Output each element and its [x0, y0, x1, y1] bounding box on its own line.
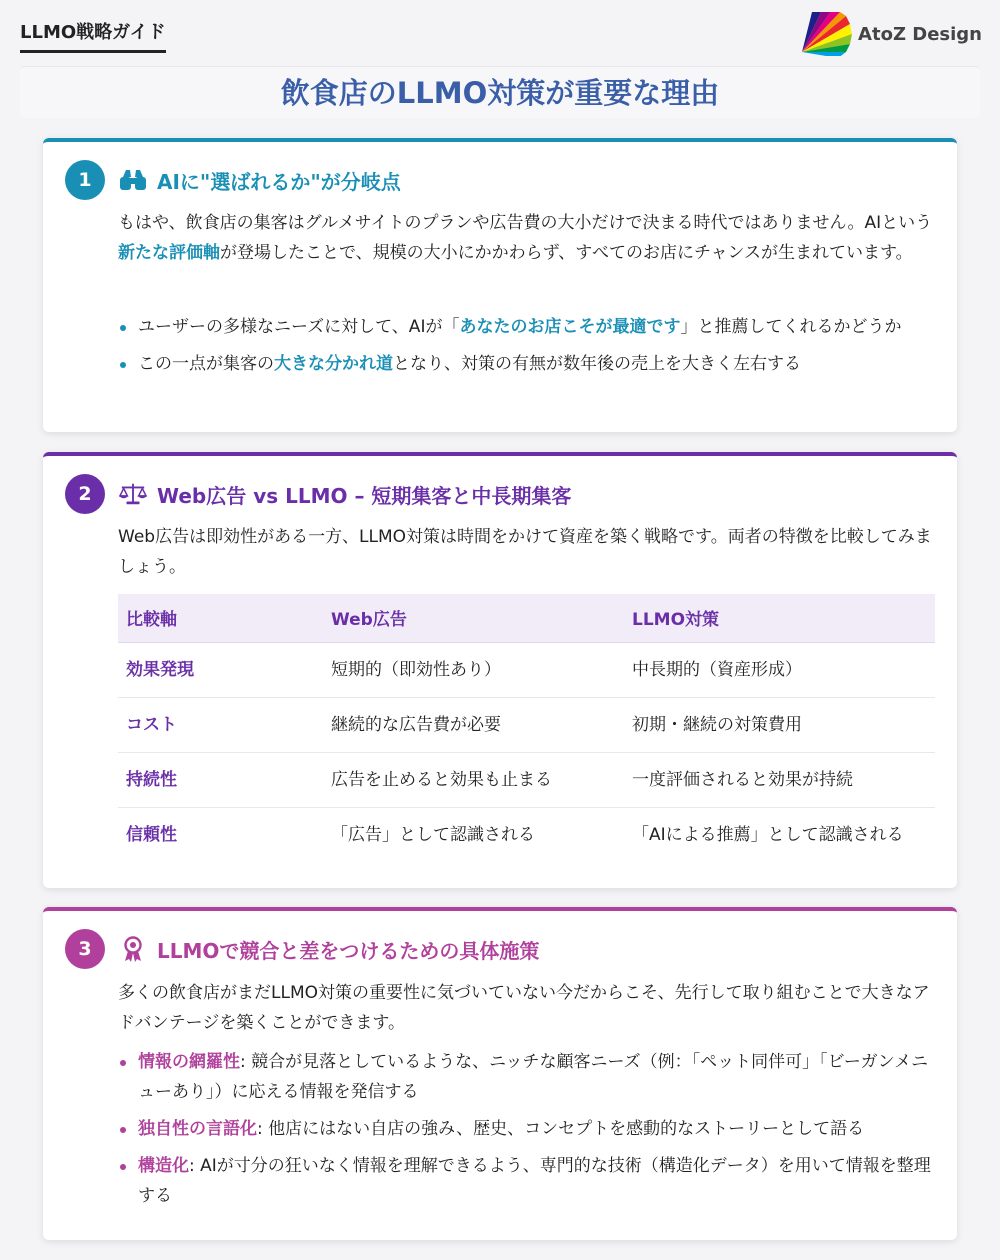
section-title: AIに"選ばれるか"が分岐点 [157, 169, 401, 194]
top-bar [0, 0, 1000, 66]
section-number-badge: 2 [65, 474, 105, 514]
page-title-bar [20, 66, 980, 118]
column-header: 比較軸 [118, 594, 323, 642]
section-paragraph: Web広告は即効性がある一方、LLMO対策は時間をかけて資産を築く戦略です。両者の特徴を比較してみましょう。 [118, 527, 932, 577]
table-cell: 中長期的（資産形成） [624, 642, 935, 697]
paragraph-text: が登場したことで、規模の大小にかかわらず、すべてのお店にチャンスが生まれています。 [220, 243, 913, 263]
binoculars-icon [119, 166, 147, 194]
section-header-2 [65, 474, 571, 514]
bullet-dot [120, 1060, 126, 1066]
section-number-badge: 1 [65, 160, 105, 200]
bullet-list [118, 312, 933, 386]
bullet-highlight: あなたのお店こそが最適です [459, 317, 681, 337]
table-cell: 短期的（即効性あり） [323, 642, 624, 697]
bullet-highlight: 大きな分かれ道 [274, 354, 393, 374]
table-cell: 継続的な広告費が必要 [323, 697, 624, 752]
bullet-text: ユーザーの多様なニーズに対して、AIが「 [138, 317, 460, 337]
table-cell-axis: 効果発現 [118, 642, 323, 697]
table-cell-axis: 信頼性 [126, 824, 177, 845]
guide-label: LLMO戦略ガイド [20, 18, 166, 53]
bullet-dot [120, 1127, 126, 1133]
bullet-text: 」と推薦してくれるかどうか [680, 317, 902, 337]
section-title: Web広告 vs LLMO – 短期集客と中長期集客 [157, 483, 572, 508]
brand-name: AtoZ Design [858, 23, 982, 45]
bullet-text: となり、対策の有無が数年後の売上を大きく左右する [393, 354, 801, 374]
table-cell: 広告を止めると効果も止まる [323, 752, 624, 807]
column-header: Web広告 [323, 594, 624, 642]
table-row [118, 697, 935, 752]
section-header-1 [65, 160, 401, 200]
paragraph-highlight: 新たな評価軸 [118, 243, 220, 263]
fan-logo-icon [792, 12, 852, 56]
bullet-text: この一点が集客の [138, 354, 274, 374]
bullet-dot [120, 362, 126, 368]
table-cell: 一度評価されると効果が持続 [624, 752, 935, 807]
table-cell: 初期・継続の対策費用 [624, 697, 935, 752]
section-header-3 [65, 929, 539, 969]
table-row [118, 752, 935, 807]
page-title: 飲食店のLLMO対策が重要な理由 [280, 76, 720, 110]
bullet-list [118, 1047, 933, 1218]
bullet-highlight: 構造化 [138, 1156, 189, 1176]
bullet-dot [120, 325, 126, 331]
list-item [118, 1114, 933, 1144]
bullet-text: : 競合が見落としているような、ニッチな顧客ニーズ（例：「ペット同伴可」「ビーガンメニューあり」）に応える情報を発信する [138, 1052, 929, 1102]
column-header: LLMO対策 [624, 594, 935, 642]
section-paragraph [118, 208, 933, 268]
table-row [118, 807, 935, 862]
table-cell-axis: コスト [118, 697, 323, 752]
section-number-badge: 3 [65, 929, 105, 969]
table-cell: 「AIによる推薦」として認識される [632, 824, 904, 845]
paragraph-text: もはや、飲食店の集客はグルメサイトのプランや広告費の大小だけで決まる時代ではありません。AIという [118, 213, 933, 233]
bullet-highlight: 独自性の言語化 [138, 1119, 257, 1139]
balance-scale-icon [119, 480, 147, 508]
brand-logo [792, 12, 982, 56]
table-cell: 「広告」として認識される [331, 824, 535, 845]
section-card-2 [43, 452, 957, 888]
section-paragraph: 多くの飲食店がまだLLMO対策の重要性に気づいていない今だからこそ、先行して取り組むことで大きなアドバンテージを築くことができます。 [118, 983, 930, 1033]
bullet-dot [120, 1164, 126, 1170]
table-header-row [118, 594, 935, 642]
table-row [118, 642, 935, 697]
list-item [118, 349, 933, 379]
comparison-table [118, 594, 935, 862]
bullet-text: : 他店にはない自店の強み、歴史、コンセプトを感動的なストーリーとして語る [257, 1119, 865, 1139]
section-card-3 [43, 907, 957, 1240]
award-ribbon-icon [119, 935, 147, 963]
list-item [118, 1151, 933, 1211]
list-item [118, 1047, 933, 1107]
bullet-text: : AIが寸分の狂いなく情報を理解できるよう、専門的な技術（構造化データ）を用いて情報を整理する [138, 1156, 931, 1206]
section-title: LLMOで競合と差をつけるための具体施策 [157, 938, 540, 963]
table-cell-axis: 持続性 [118, 752, 323, 807]
bullet-highlight: 情報の網羅性 [138, 1052, 240, 1072]
list-item [118, 312, 933, 342]
section-card-1 [43, 138, 957, 432]
